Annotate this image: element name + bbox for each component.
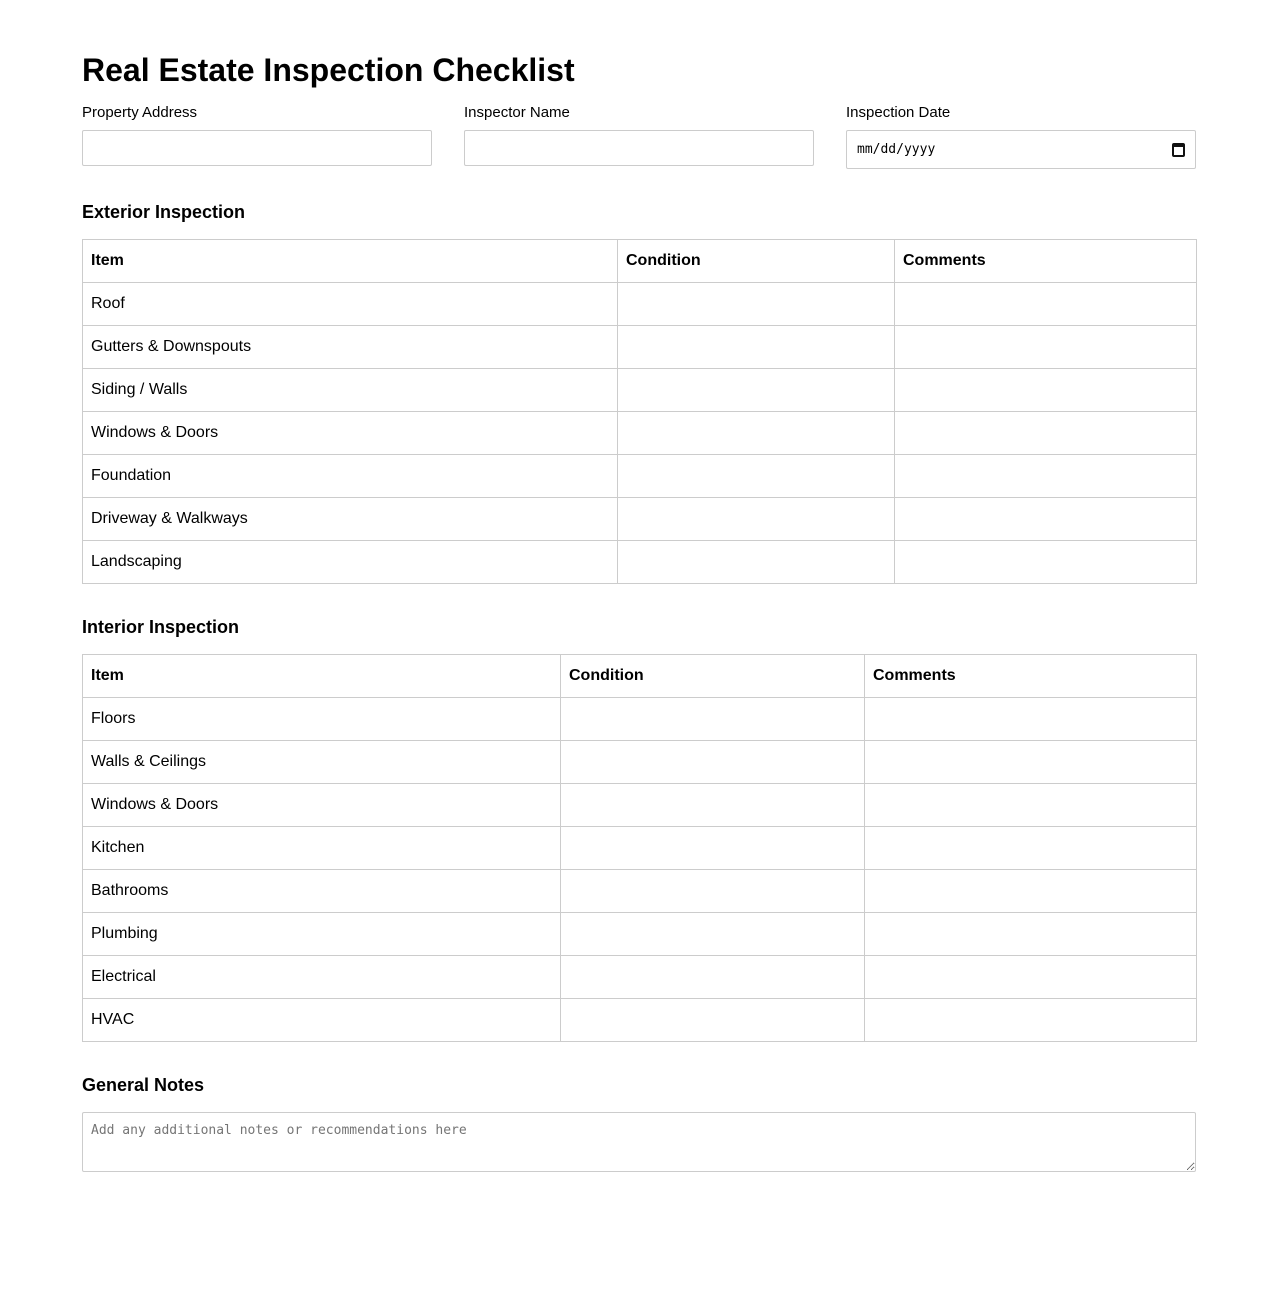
comments-cell[interactable] — [895, 412, 1197, 455]
table-row — [83, 999, 1197, 1042]
condition-cell[interactable] — [561, 741, 865, 784]
property-address-input[interactable] — [82, 130, 432, 166]
inspector-name-label: Inspector Name — [464, 104, 570, 121]
table-row — [83, 283, 1197, 326]
condition-cell[interactable] — [618, 541, 895, 584]
item-cell: Windows & Doors — [83, 412, 618, 455]
item-cell: HVAC — [83, 999, 561, 1042]
header-fields — [82, 104, 1196, 169]
comments-cell[interactable] — [865, 913, 1197, 956]
comments-cell[interactable] — [895, 498, 1197, 541]
comments-cell[interactable] — [895, 541, 1197, 584]
item-cell: Landscaping — [83, 541, 618, 584]
condition-cell[interactable] — [561, 870, 865, 913]
item-cell: Windows & Doors — [83, 784, 561, 827]
item-cell: Kitchen — [83, 827, 561, 870]
general-notes-textarea[interactable] — [82, 1112, 1196, 1172]
table-row — [83, 455, 1197, 498]
item-cell: Electrical — [83, 956, 561, 999]
table-header-row — [83, 240, 1197, 283]
table-row — [83, 870, 1197, 913]
column-header-condition: Condition — [618, 240, 895, 283]
table-row — [83, 827, 1197, 870]
condition-cell[interactable] — [618, 455, 895, 498]
item-cell: Siding / Walls — [83, 369, 618, 412]
comments-cell[interactable] — [865, 741, 1197, 784]
item-cell: Roof — [83, 283, 618, 326]
condition-cell[interactable] — [618, 498, 895, 541]
condition-cell[interactable] — [561, 827, 865, 870]
interior-section-title: Interior Inspection — [82, 617, 240, 637]
comments-cell[interactable] — [895, 455, 1197, 498]
comments-cell[interactable] — [895, 326, 1197, 369]
table-row — [83, 741, 1197, 784]
comments-cell[interactable] — [865, 784, 1197, 827]
table-row — [83, 369, 1197, 412]
condition-cell[interactable] — [618, 369, 895, 412]
column-header-comments: Comments — [865, 655, 1197, 698]
item-cell: Bathrooms — [83, 870, 561, 913]
condition-cell[interactable] — [618, 412, 895, 455]
table-row — [83, 784, 1197, 827]
table-row — [83, 698, 1197, 741]
comments-cell[interactable] — [865, 827, 1197, 870]
general-notes-title: General Notes — [82, 1075, 205, 1095]
condition-cell[interactable] — [618, 283, 895, 326]
condition-cell[interactable] — [561, 784, 865, 827]
column-header-condition: Condition — [561, 655, 865, 698]
comments-cell[interactable] — [895, 283, 1197, 326]
property-address-label: Property Address — [82, 104, 198, 121]
column-header-item: Item — [83, 240, 618, 283]
exterior-table — [82, 239, 1197, 584]
condition-cell[interactable] — [618, 326, 895, 369]
exterior-section-title: Exterior Inspection — [82, 202, 246, 222]
table-header-row — [83, 655, 1197, 698]
item-cell: Floors — [83, 698, 561, 741]
item-cell: Walls & Ceilings — [83, 741, 561, 784]
comments-cell[interactable] — [895, 369, 1197, 412]
comments-cell[interactable] — [865, 870, 1197, 913]
inspector-name-input[interactable] — [464, 130, 814, 166]
condition-cell[interactable] — [561, 956, 865, 999]
item-cell: Gutters & Downspouts — [83, 326, 618, 369]
property-address-group — [82, 104, 432, 169]
item-cell: Driveway & Walkways — [83, 498, 618, 541]
inspection-date-group — [846, 104, 1196, 169]
table-row — [83, 326, 1197, 369]
calendar-icon[interactable] — [1172, 143, 1185, 157]
date-placeholder: mm/dd/yyyy — [857, 142, 936, 157]
inspector-name-group — [464, 104, 814, 169]
condition-cell[interactable] — [561, 698, 865, 741]
item-cell: Plumbing — [83, 913, 561, 956]
item-cell: Foundation — [83, 455, 618, 498]
table-row — [83, 541, 1197, 584]
table-row — [83, 913, 1197, 956]
inspection-date-label: Inspection Date — [846, 104, 951, 121]
condition-cell[interactable] — [561, 999, 865, 1042]
inspection-date-input[interactable] — [846, 130, 1196, 169]
comments-cell[interactable] — [865, 956, 1197, 999]
column-header-comments: Comments — [895, 240, 1197, 283]
condition-cell[interactable] — [561, 913, 865, 956]
table-row — [83, 498, 1197, 541]
page-title: Real Estate Inspection Checklist — [82, 52, 575, 88]
table-row — [83, 412, 1197, 455]
comments-cell[interactable] — [865, 999, 1197, 1042]
column-header-item: Item — [83, 655, 561, 698]
table-row — [83, 956, 1197, 999]
comments-cell[interactable] — [865, 698, 1197, 741]
interior-table — [82, 654, 1197, 1042]
